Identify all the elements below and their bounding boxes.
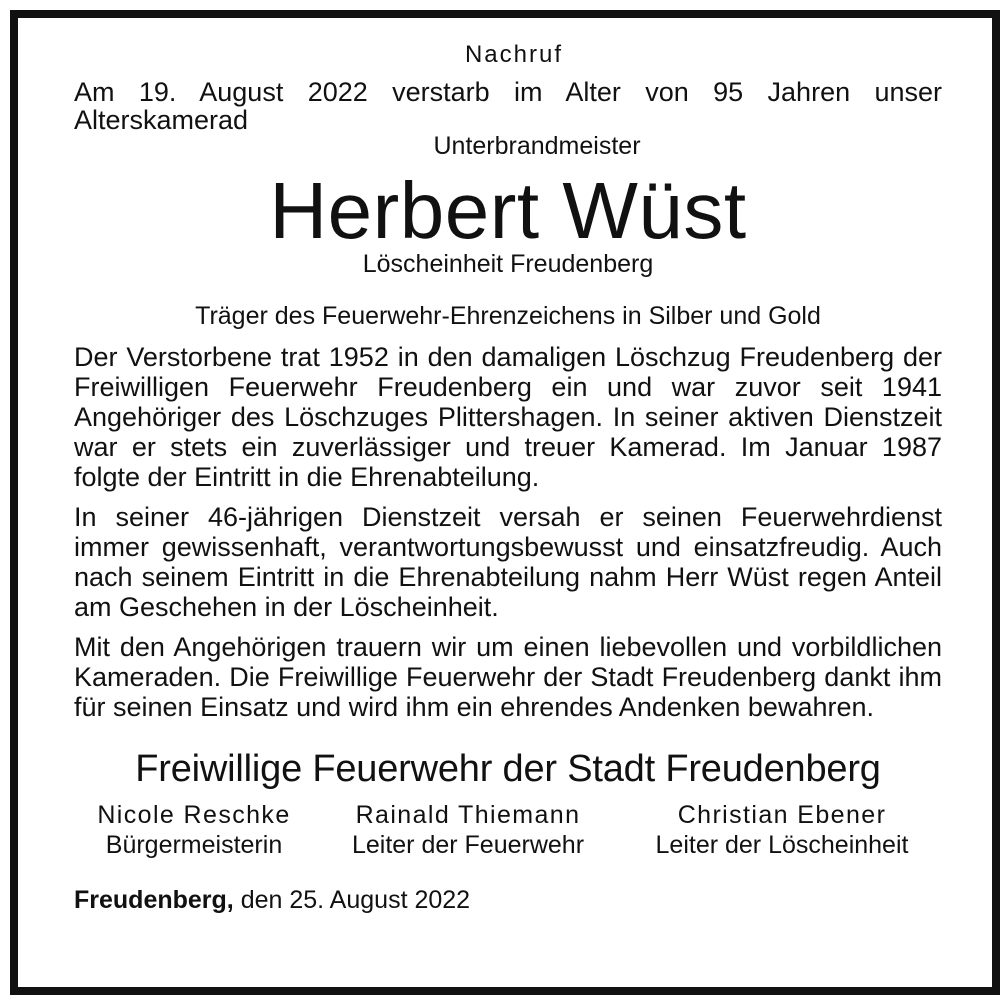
- obituary-content: [74, 42, 942, 914]
- place-date-line: [74, 886, 942, 914]
- paragraph-career: Der Verstorbene trat 1952 in den damaligen Löschzug Freudenberg der Freiwilligen Feuerwehr Freudenberg ein und war zuvor seit 1941 Angehöriger des Löschzuges Plittershagen. In seiner aktiven Dienstzeit war er stets ein zuverlässiger und treuer Kamerad. Im Januar 1987 folgte der Eintritt in die Ehrenabteilung.: [74, 342, 942, 492]
- date-text: den 25. August 2022: [240, 886, 471, 914]
- obituary-frame: [10, 10, 1000, 995]
- unit-name: Löscheinheit Freudenberg: [362, 250, 654, 278]
- signatory-name: Christian Ebener: [677, 801, 887, 829]
- paragraph-mourning: Mit den Angehörigen trauern wir um einen liebevollen und vorbildlichen Kameraden. Die Freiwillige Feuerwehr der Stadt Freudenberg dankt ihm für seinen Einsatz und wird ihm ein ehrendes Andenken bewahren.: [74, 632, 942, 722]
- signatory: [622, 800, 942, 860]
- signatory: [323, 800, 613, 860]
- signatory-role: Leiter der Feuerwehr: [351, 831, 585, 859]
- deceased-name: Herbert Wüst: [269, 166, 747, 255]
- place-name: Freudenberg,: [74, 886, 234, 914]
- signatory-role: Bürgermeisterin: [105, 831, 283, 859]
- signatory: [74, 800, 314, 860]
- signatory-name: Nicole Reschke: [97, 801, 291, 829]
- signatory-role: Leiter der Löscheinheit: [655, 831, 909, 859]
- organization-name: Freiwillige Feuerwehr der Stadt Freudenberg: [135, 748, 881, 790]
- signatory-name: Rainald Thiemann: [355, 801, 581, 829]
- paragraph-service: In seiner 46-jährigen Dienstzeit versah er seinen Feuerwehrdienst immer gewissenhaft, verantwortungsbewusst und einsatzfreudig. Auch nach seinem Eintritt in die Ehrenabteilung nahm Herr Wüst regen Anteil am Geschehen in der Löscheinheit.: [74, 502, 942, 622]
- rank-title: Unterbrandmeister: [433, 132, 641, 160]
- award-text: Träger des Feuerwehr-Ehrenzeichens in Silber und Gold: [195, 302, 821, 330]
- intro-text: Am 19. August 2022 verstarb im Alter von 95 Jahren unser Alterskamerad: [74, 77, 942, 135]
- obituary-heading: Nachruf: [464, 41, 564, 68]
- signatories: [74, 800, 942, 860]
